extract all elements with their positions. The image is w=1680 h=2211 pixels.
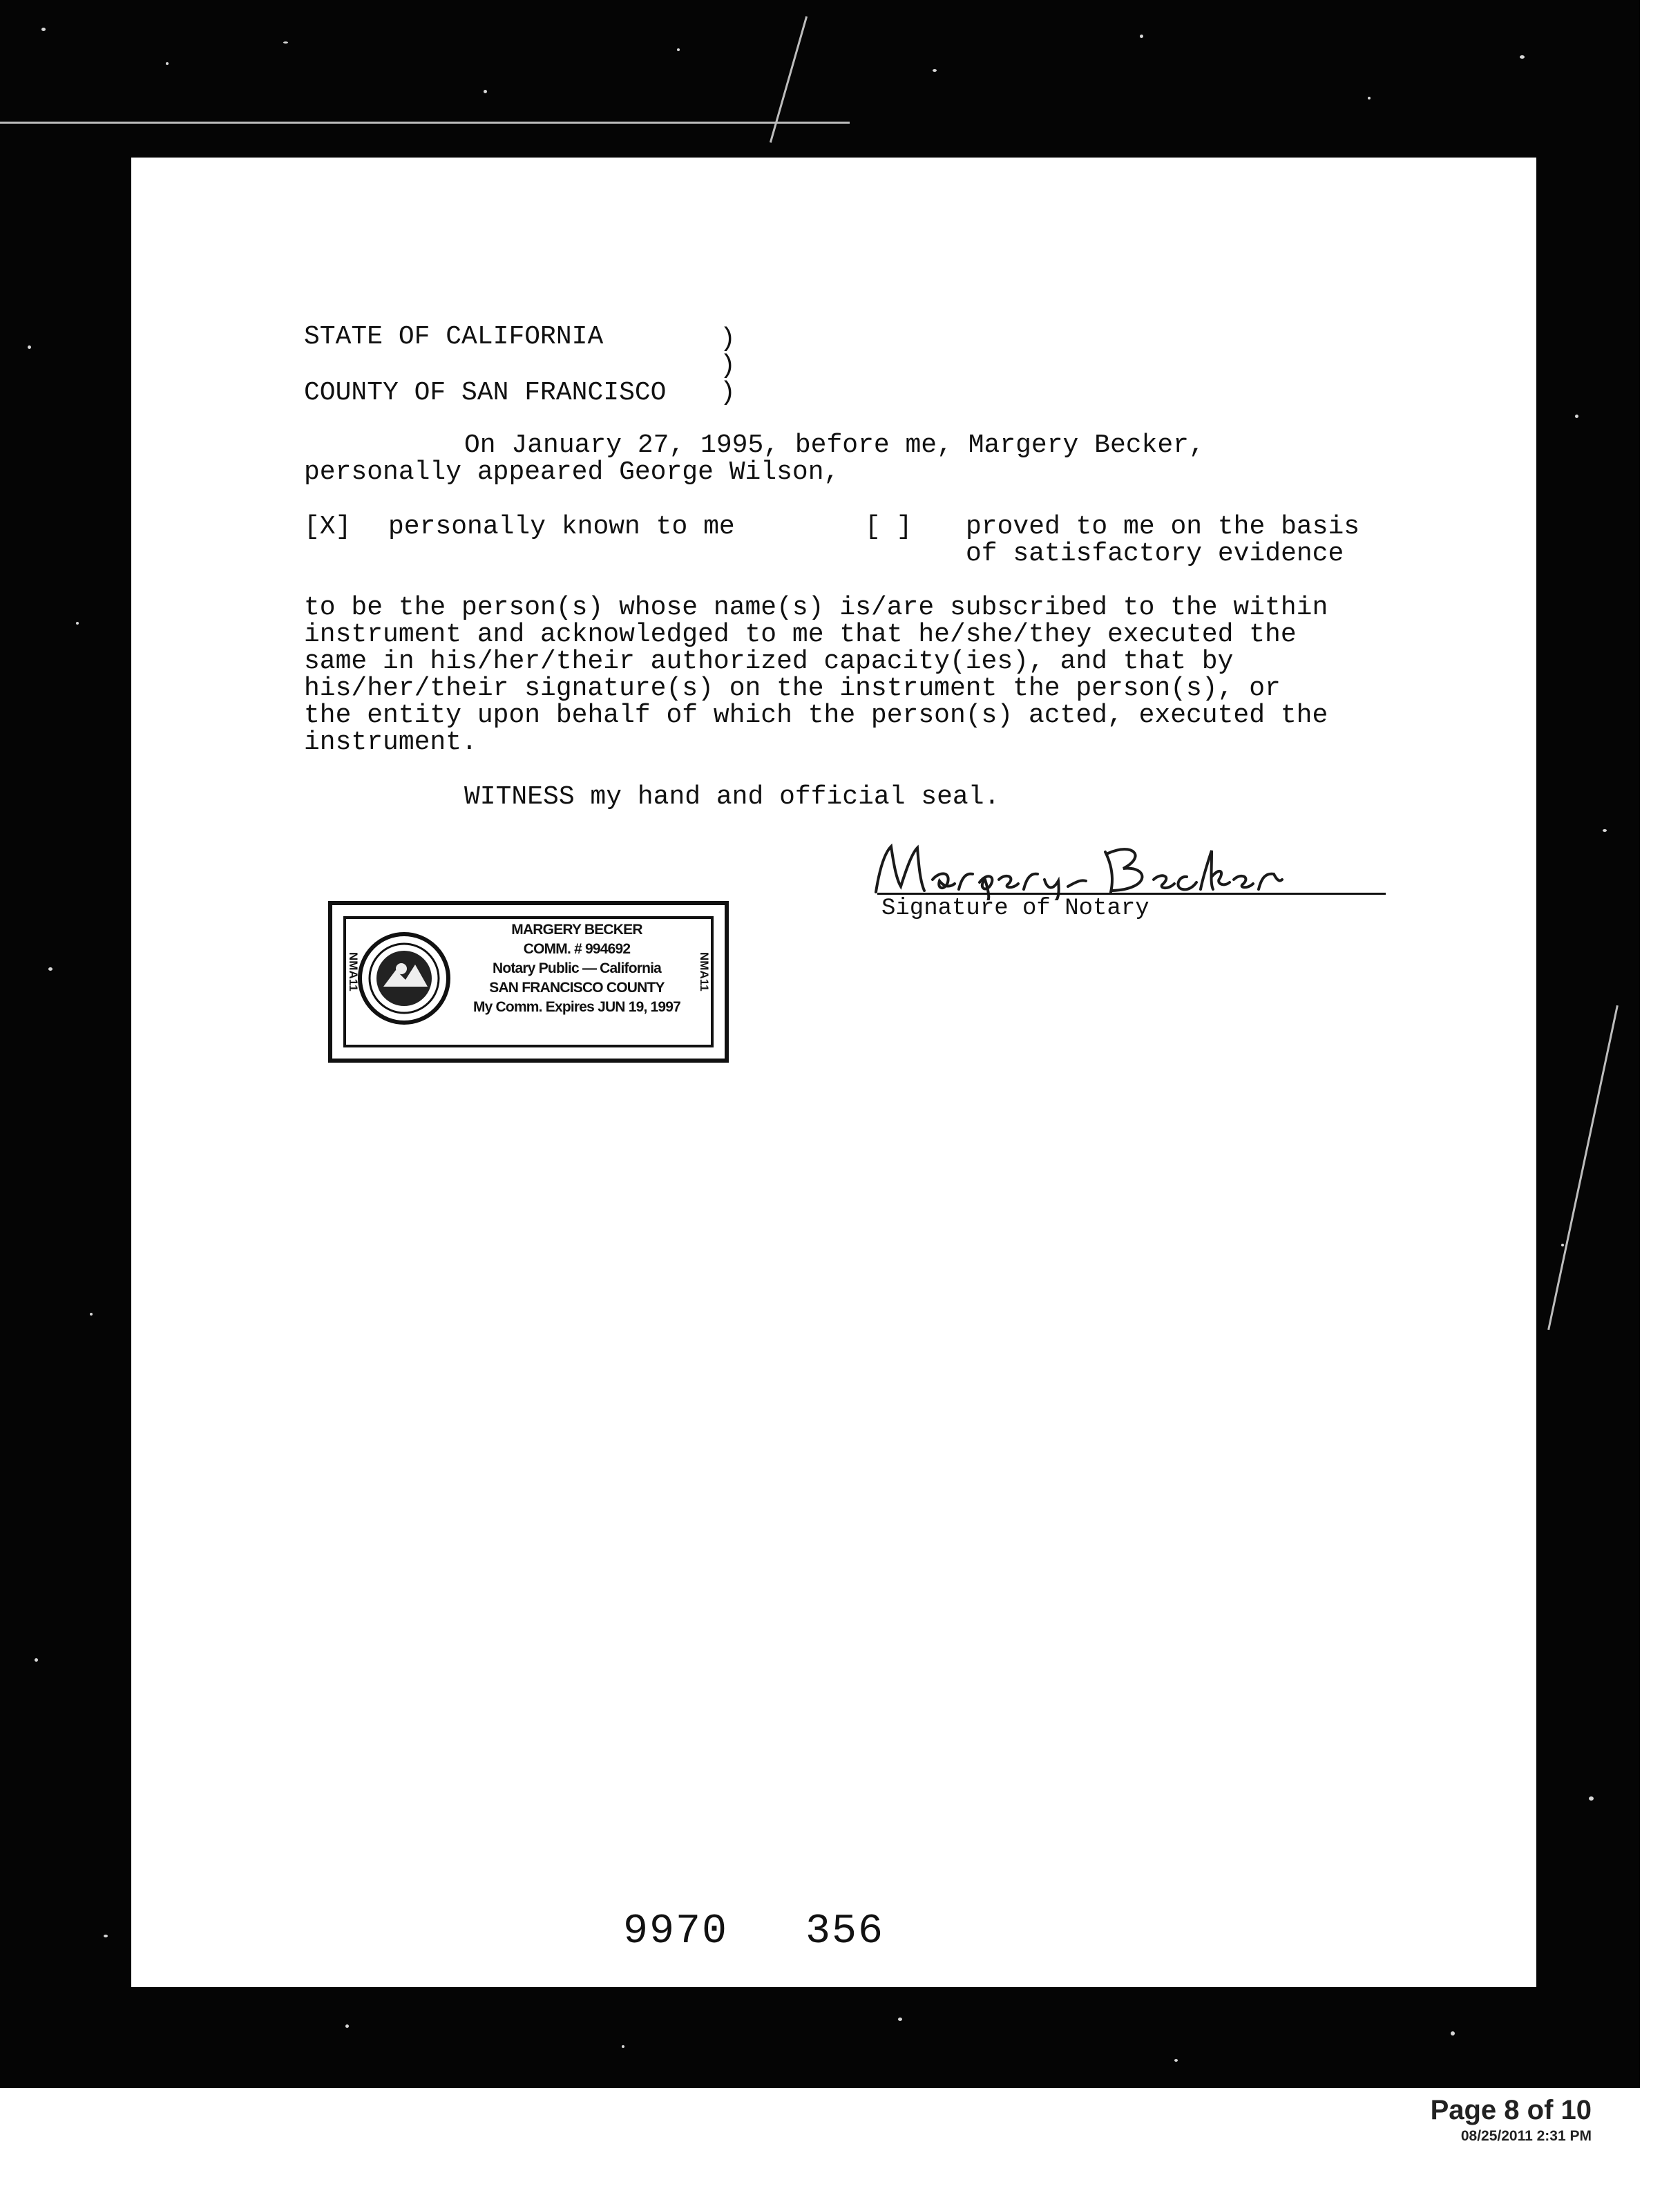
record-book-number: 9970 <box>623 1908 729 1955</box>
appearance-line: personally appeared George Wilson, <box>304 457 840 487</box>
seal-side-code: NMA11 <box>698 952 711 991</box>
proved-label: proved to me on the basis <box>966 512 1360 542</box>
proved-label: of satisfactory evidence <box>966 539 1344 569</box>
page-footer <box>0 2088 1680 2211</box>
acknowledgment-line: his/her/their signature(s) on the instrument the person(s), or <box>304 674 1281 703</box>
signature-caption: Signature of Notary <box>881 895 1149 922</box>
seal-side-code: NMA11 <box>347 952 360 991</box>
witness-line: WITNESS my hand and official seal. <box>464 782 1000 812</box>
venue-bracket: ) <box>720 351 736 381</box>
proved-checkbox: [ ] <box>865 512 913 542</box>
known-label: personally known to me <box>388 512 735 542</box>
known-checkbox: [X] <box>304 512 352 542</box>
acknowledgment-line: instrument. <box>304 728 477 757</box>
venue-bracket: ) <box>720 324 736 354</box>
print-timestamp: 08/25/2011 2:31 PM <box>1460 2128 1592 2144</box>
document-page <box>131 158 1536 1987</box>
appearance-line: On January 27, 1995, before me, Margery Becker, <box>464 430 1205 460</box>
state-line: STATE OF CALIFORNIA <box>304 322 604 352</box>
seal-text <box>459 920 694 1017</box>
notary-seal-stamp <box>328 901 729 1063</box>
signature-line <box>877 893 1386 895</box>
seal-expiration: My Comm. Expires JUN 19, 1997 <box>472 999 681 1015</box>
seal-commission-number: COMM. # 994692 <box>523 941 631 957</box>
seal-county: SAN FRANCISCO COUNTY <box>489 980 665 996</box>
notary-signature <box>870 838 1285 900</box>
acknowledgment-line: instrument and acknowledged to me that he/she/they executed the <box>304 620 1297 649</box>
seal-notary-name: MARGERY BECKER <box>511 922 642 938</box>
seal-title: Notary Public — California <box>492 960 662 976</box>
acknowledgment-line: to be the person(s) whose name(s) is/are subscribed to the within <box>304 593 1328 623</box>
record-page-number: 356 <box>805 1908 885 1955</box>
venue-bracket: ) <box>720 378 736 408</box>
california-seal-icon <box>356 930 452 1027</box>
page-number-label: Page 8 of 10 <box>1430 2095 1592 2125</box>
county-line: COUNTY OF SAN FRANCISCO <box>304 378 667 408</box>
acknowledgment-line: the entity upon behalf of which the person(s) acted, executed the <box>304 701 1328 730</box>
acknowledgment-line: same in his/her/their authorized capacity(ies), and that by <box>304 647 1234 676</box>
